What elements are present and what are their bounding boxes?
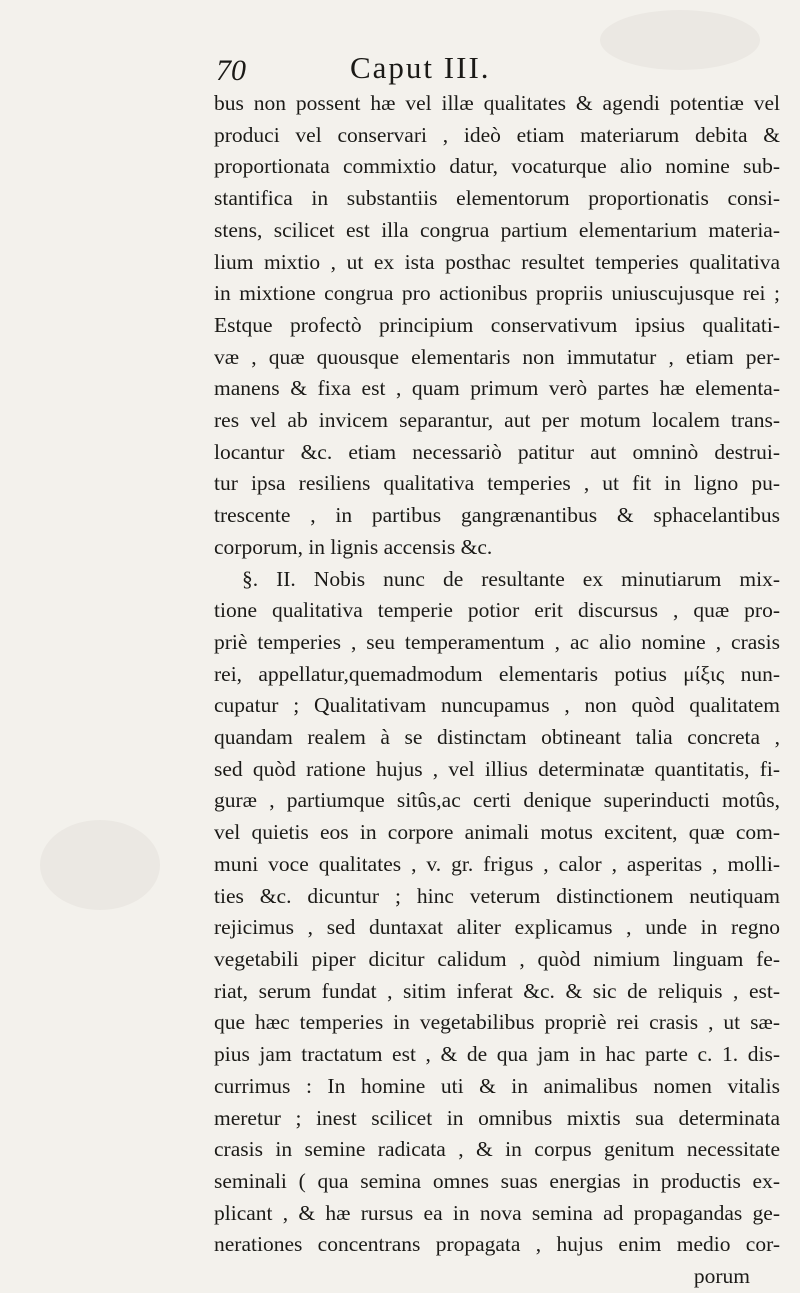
text-line: pius jam tractatum est , & de qua jam in hac parte c. 1. dis- [214, 1042, 780, 1067]
text-line: trescente , in partibus gangrænantibus & sphacelantibus [214, 503, 780, 528]
body-text [214, 88, 780, 1293]
text-line: stantifica in substantiis elementorum proportionatis consi- [214, 186, 780, 211]
text-line: vegetabili piper dicitur calidum , quòd nimium linguam fe- [214, 946, 780, 971]
text-line: nerationes concentrans propagata , hujus enim medio cor- [214, 1232, 780, 1257]
text-line: lium mixtio , ut ex ista posthac resultet temperies qualitativa [214, 249, 780, 274]
text-line: quandam realem à se distinctam obtineant talia concreta , [214, 725, 780, 750]
text-line: Estque profectò principium conservativum ipsius qualitati- [214, 312, 780, 337]
text-line: que hæc temperies in vegetabilibus propriè rei crasis , ut sæ- [214, 1010, 780, 1035]
text-line: væ , quæ quousque elementaris non immutatur , etiam per- [214, 344, 780, 369]
text-line: tur ipsa resiliens qualitativa temperies , ut fit in ligno pu- [214, 471, 780, 496]
text-line: bus non possent hæ vel illæ qualitates & agendi potentiæ vel [214, 91, 780, 115]
text-line: priè temperies , seu temperamentum , ac alio nomine , crasis [214, 629, 780, 654]
text-line: meretur ; inest scilicet in omnibus mixtis sua determinata [214, 1105, 780, 1130]
text-line: ties &c. dicuntur ; hinc veterum distinctionem neutiquam [214, 883, 780, 908]
text-line: sed quòd ratione hujus , vel illius determinatæ quantitatis, fi- [214, 756, 780, 781]
running-head: Caput III. [350, 50, 491, 85]
text-line: muni voce qualitates , v. gr. frigus , calor , asperitas , molli- [214, 851, 780, 876]
text-line: vel quietis eos in corpore animali motus excitent, quæ com- [214, 820, 780, 845]
text-line: stens, scilicet est illa congrua partium elementarium materia- [214, 217, 780, 242]
text-line: corporum, in lignis accensis &c. [214, 534, 493, 559]
text-line: currimus : In homine uti & in animalibus nomen vitalis [214, 1073, 780, 1098]
paper-stain [40, 820, 160, 910]
text-line: locantur &c. etiam necessariò patitur aut omninò destrui- [214, 439, 780, 464]
text-line: res vel ab invicem separantur, aut per motum localem trans- [214, 408, 780, 433]
text-line: in mixtione congrua pro actionibus propriis uniuscujusque rei ; [214, 281, 780, 306]
text-line: manens & fixa est , quam primum verò partes hæ elementa- [214, 376, 780, 401]
text-line: plicant , & hæ rursus ea in nova semina ad propagandas ge- [214, 1200, 780, 1225]
text-line: rei, appellatur,quemadmodum elementaris potius μίξις nun- [214, 661, 780, 686]
text-line: rejicimus , sed duntaxat aliter explicamus , unde in regno [214, 915, 780, 940]
text-line: cupatur ; Qualitativam nuncupamus , non quòd qualitatem [214, 693, 780, 718]
text-line: produci vel conservari , ideò etiam materiarum debita & [214, 122, 780, 147]
catchword: porum [693, 1264, 750, 1289]
text-line: proportionata commixtio datur, vocaturque alio nomine sub- [214, 154, 780, 179]
section-heading-line: §. II. Nobis nunc de resultante ex minutiarum mix- [242, 566, 780, 591]
text-line: seminali ( qua semina omnes suas energias in productis ex- [214, 1168, 780, 1193]
page-number: 70 [216, 54, 246, 87]
text-line: guræ , partiumque sitûs,ac certi denique superinducti motûs, [214, 788, 780, 813]
text-line: crasis in semine radicata , & in corpus genitum necessitate [214, 1137, 780, 1162]
page-header [216, 46, 776, 86]
text-line: tione qualitativa temperie potior erit discursus , quæ pro- [214, 598, 780, 623]
text-line: riat, serum fundat , sitim inferat &c. & sic de reliquis , est- [214, 978, 780, 1003]
